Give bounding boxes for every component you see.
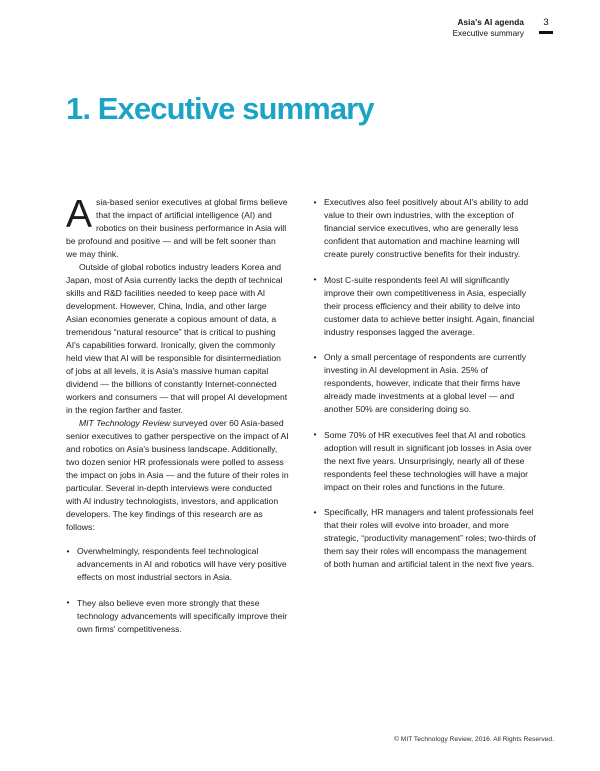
left-paragraph-3-italic-lead: MIT Technology Review: [79, 418, 171, 428]
list-item: • Only a small percentage of respondents are currently investing in AI development in Asia. 25% of respondents, however, indicate that their firms have already made investments at a global level — and another 50% are considering doing so.: [313, 351, 536, 416]
right-bullet-list: [313, 196, 536, 571]
page-number-block: [538, 18, 554, 34]
right-column: [313, 196, 536, 636]
list-item: • Executives also feel positively about AI's ability to add value to their own industries, with the exception of financial service executives, who are generally less confident that automation and machine learning will create purely constructive benefits for their industry.: [313, 196, 536, 261]
drop-cap: A: [66, 193, 93, 236]
left-column: [66, 193, 289, 636]
running-header: [453, 18, 554, 39]
page-number-rule: [539, 31, 553, 34]
header-section-label: Executive summary: [452, 28, 524, 38]
list-item: • Specifically, HR managers and talent professionals feel that their roles will evolve into broader, and more strategic, “productivity management” roles; two-thirds of them say their roles will encompass the management of both human and artificial talent in the next five years.: [313, 506, 536, 571]
left-paragraph-1: [66, 193, 289, 261]
left-paragraph-2: Outside of global robotics industry leaders Korea and Japan, most of Asia currently lacks the depth of technical skills and R&D facilities needed to keep pace with AI development. However, China, India, and other large Asian economies generate a copious amount of data, a tremendous “natural resource” that is critical to pushing AI's capabilities forward. Ironically, given the commonly held view that AI will be responsible for disintermediation of jobs at all levels, it is Asia's massive human capital dividend — the billions of constantly Internet-connected workers and consumers — that will propel AI development in the region farther and faster.: [66, 262, 288, 415]
list-item: • Most C-suite respondents feel AI will significantly improve their own competitiveness in Asia, especially their process efficiency and their ability to delve into customer data to achieve better insight. Again, financial industry responses lagged the average.: [313, 274, 536, 339]
footer-copyright: © MIT Technology Review, 2016. All Rights Reserved.: [394, 736, 554, 743]
page-number: 3: [543, 17, 549, 28]
left-paragraph-1-text: sia-based senior executives at global firms believe that the impact of artificial intelligence (AI) and robotics on their business performance in Asia will be profound and positive — and will be felt sooner than we may think.: [66, 197, 288, 259]
list-item: • They also believe even more strongly that these technology advancements will specifically improve their own firms' competitiveness.: [66, 597, 289, 636]
left-bullet-list: [66, 545, 289, 636]
left-paragraph-3-rest: surveyed over 60 Asia-based senior executives to gather perspective on the impact of AI and robotics on Asia's business landscape. Additionally, two dozen senior HR professionals were polled to assess the impact on jobs in Asia — and the future of their roles in particular. Several in-depth interviews were conducted with AI industry technologists, investors, and application developers. The key findings of this research are as follows:: [66, 418, 289, 532]
body-columns: [66, 193, 536, 636]
list-item: • Some 70% of HR executives feel that AI and robotics adoption will result in significant job losses in Asia over the next five years. Unsurprisingly, nearly all of these respondents feel these technologies will have a major impact on their roles and functions in the future.: [313, 429, 536, 494]
header-text-block: [453, 18, 524, 39]
left-paragraph-3: [66, 417, 289, 534]
left-bullets-spacer: [66, 534, 289, 545]
page-title: 1. Executive summary: [66, 90, 374, 126]
list-item: • Overwhelmingly, respondents feel technological advancements in AI and robotics will have very positive effects on most industrial sectors in Asia.: [66, 545, 289, 584]
header-publication-title: Asia's AI agenda: [457, 18, 524, 27]
